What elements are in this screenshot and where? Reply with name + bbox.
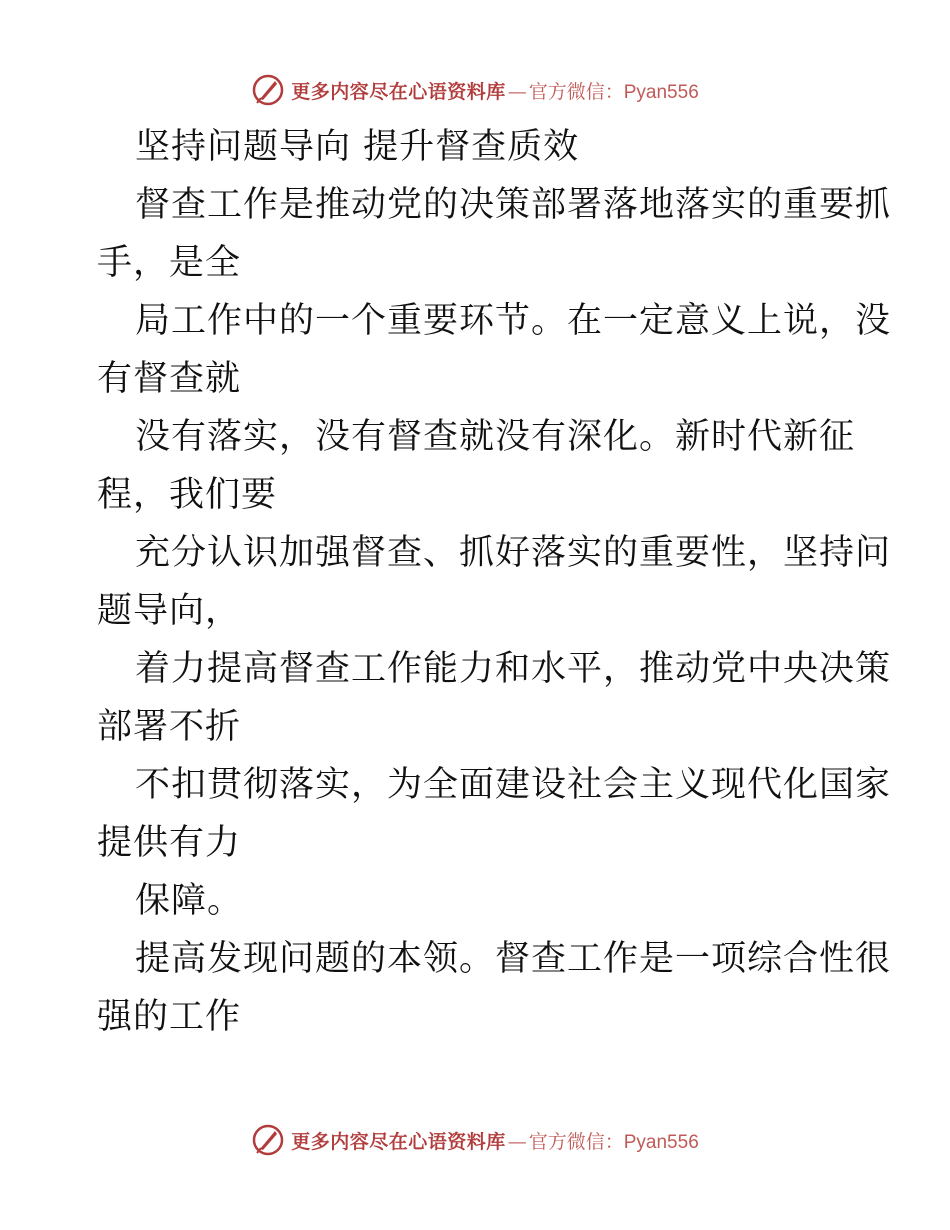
paragraph-line: 着力提高督查工作能力和水平，推动党中央决策 xyxy=(135,649,892,689)
paragraph-line: 不扣贯彻落实，为全面建设社会主义现代化国家 xyxy=(135,765,892,805)
paragraph-line: 手，是全 xyxy=(97,243,242,283)
header-dash: — xyxy=(507,80,527,103)
header-account-id: Pyan556 xyxy=(623,81,699,103)
quill-pen-logo-icon xyxy=(251,73,285,107)
paragraph-line: 提高发现问题的本领。督查工作是一项综合性很 xyxy=(135,939,892,979)
header-official-label: 官方微信： xyxy=(528,80,624,103)
paragraph-line: 题导向， xyxy=(97,591,242,631)
paragraph-line: 局工作中的一个重要环节。在一定意义上说，没 xyxy=(135,301,892,341)
document-body xyxy=(97,118,892,1046)
header-site-name: 更多内容尽在心语资料库 xyxy=(291,80,506,103)
paragraph-line: 保障。 xyxy=(135,881,244,921)
paragraph-line: 充分认识加强督查、抓好落实的重要性，坚持问 xyxy=(135,533,892,573)
paragraph-line: 部署不折 xyxy=(97,707,242,747)
paragraph-line: 强的工作 xyxy=(97,997,242,1037)
paragraph-line: 提供有力 xyxy=(97,823,242,863)
quill-pen-logo-icon xyxy=(251,1123,285,1157)
paragraph-line: 督查工作是推动党的决策部署落地落实的重要抓 xyxy=(135,185,892,225)
footer-dash: — xyxy=(507,1130,527,1153)
footer-site-name: 更多内容尽在心语资料库 xyxy=(291,1130,506,1153)
paragraph-line: 没有落实，没有督查就没有深化。新时代新征 xyxy=(135,417,856,457)
footer-account-id: Pyan556 xyxy=(623,1131,699,1153)
paragraph-line: 程，我们要 xyxy=(97,475,278,515)
document-title: 坚持问题导向 提升督查质效 xyxy=(135,127,580,167)
header-banner-text xyxy=(291,77,699,104)
footer-banner-text xyxy=(291,1127,699,1154)
header-banner xyxy=(0,70,950,110)
footer-official-label: 官方微信： xyxy=(528,1130,624,1153)
footer-banner xyxy=(0,1120,950,1160)
paragraph-line: 有督查就 xyxy=(97,359,242,399)
